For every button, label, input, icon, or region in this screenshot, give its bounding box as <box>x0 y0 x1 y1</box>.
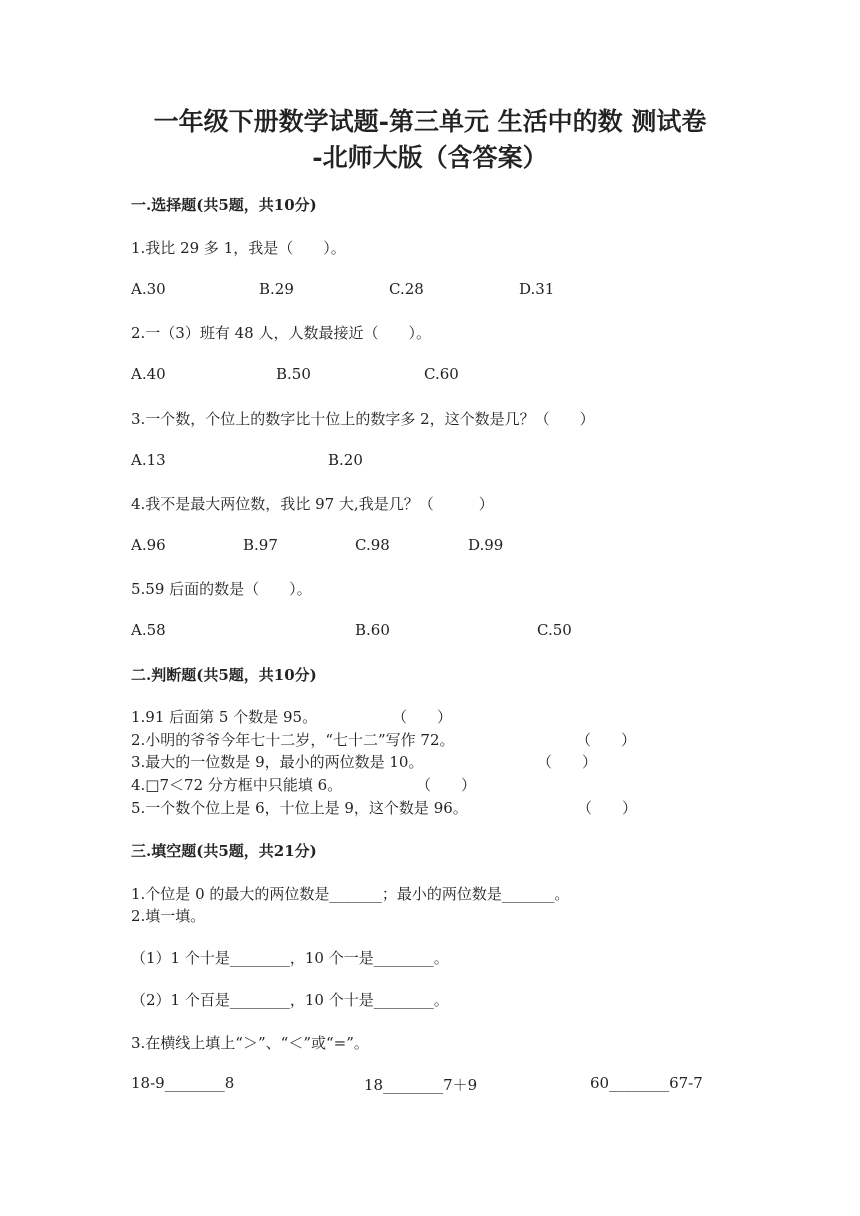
question-4-option-b: B.97 <box>243 536 278 554</box>
fill-question-1: 1.个位是 0 的最大的两位数是_______；最小的两位数是_______。 <box>131 885 570 903</box>
fill-question-2: 2.填一填。 <box>131 907 206 925</box>
question-3-option-b: B.20 <box>328 451 363 469</box>
section-1-heading: 一.选择题(共5题，共10分) <box>131 196 317 214</box>
judge-item-1-text: 1.91 后面第 5 个数是 95。 <box>131 708 318 726</box>
judge-item-3-text: 3.最大的一位数是 9，最小的两位数是 10。 <box>131 753 424 771</box>
question-2-option-b: B.50 <box>276 365 311 383</box>
question-5-option-a: A.58 <box>131 621 166 639</box>
judge-item-2-paren: （ ） <box>576 731 637 749</box>
question-4-stem: 4.我不是最大两位数，我比 97 大,我是几？（ ） <box>131 495 494 513</box>
question-5-stem: 5.59 后面的数是（ ）。 <box>131 580 312 598</box>
question-4-option-d: D.99 <box>468 536 504 554</box>
question-4-option-a: A.96 <box>131 536 166 554</box>
compare-item-2: 18________7＋9 <box>364 1076 478 1094</box>
question-5-option-c: C.50 <box>537 621 572 639</box>
question-2-option-a: A.40 <box>131 365 166 383</box>
judge-item-4-paren: （ ） <box>416 776 477 794</box>
question-1-option-b: B.29 <box>259 280 294 298</box>
judge-item-4-text: 4.□7＜72 分方框中只能填 6。 <box>131 776 343 794</box>
question-3-option-a: A.13 <box>131 451 166 469</box>
section-3-heading: 三.填空题(共5题，共21分) <box>131 842 317 860</box>
judge-item-5-paren: （ ） <box>577 799 638 817</box>
question-1-stem: 1.我比 29 多 1，我是（ ）。 <box>131 239 346 257</box>
judge-item-5-text: 5.一个数个位上是 6，十位上是 9，这个数是 96。 <box>131 799 468 817</box>
compare-item-1: 18-9________8 <box>131 1074 235 1092</box>
question-1-option-a: A.30 <box>131 280 166 298</box>
compare-item-3: 60________67-7 <box>590 1074 703 1092</box>
question-2-option-c: C.60 <box>424 365 459 383</box>
fill-question-3: 3.在横线上填上“＞”、“＜”或“=”。 <box>131 1034 369 1052</box>
section-2-heading: 二.判断题(共5题，共10分) <box>131 666 317 684</box>
question-1-option-c: C.28 <box>389 280 424 298</box>
judge-item-1-paren: （ ） <box>392 708 453 726</box>
fill-question-2-part-1: （1）1 个十是________，10 个一是________。 <box>131 949 449 967</box>
judge-item-3-paren: （ ） <box>537 753 598 771</box>
page-title-line-2: -北师大版（含答案） <box>312 143 548 172</box>
question-2-stem: 2.一（3）班有 48 人，人数最接近（ ）。 <box>131 324 431 342</box>
question-1-option-d: D.31 <box>519 280 555 298</box>
question-3-stem: 3.一个数，个位上的数字比十位上的数字多 2，这个数是几？（ ） <box>131 410 595 428</box>
page-title-line-1: 一年级下册数学试题-第三单元 生活中的数 测试卷 <box>153 107 707 136</box>
judge-item-2-text: 2.小明的爷爷今年七十二岁，“七十二”写作 72。 <box>131 731 455 749</box>
fill-question-2-part-2: （2）1 个百是________，10 个十是________。 <box>131 991 449 1009</box>
question-5-option-b: B.60 <box>355 621 390 639</box>
question-4-option-c: C.98 <box>355 536 390 554</box>
